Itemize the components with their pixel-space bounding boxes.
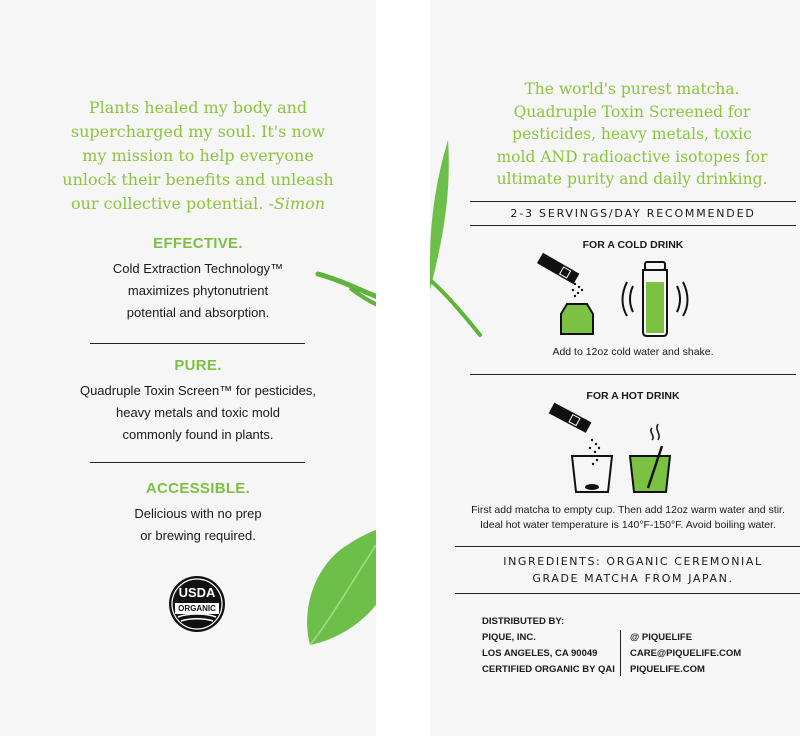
hot-instruction-line: First add matcha to empty cup. Then add 12oz warm water and stir.: [471, 504, 785, 516]
accessible-line: or brewing required.: [140, 528, 256, 543]
quote-signature: -Simon: [268, 194, 326, 213]
quote-text: Plants healed my body and supercharged my soul. It's now my mission to help everyone unlock their benefits and unleash our collective potential.: [62, 98, 334, 213]
effective-line: Cold Extraction Technology™: [112, 261, 284, 276]
usda-seal-top: USDA: [178, 585, 216, 600]
distributor-company: PIQUE, INC.: [482, 632, 536, 643]
vertical-divider: [620, 630, 621, 676]
purity-claim: The world's purest matcha. Quadruple Toxin Screened for pesticides, heavy metals, toxic mold AND radioactive isotopes for ultimate purity and daily drinking.: [496, 80, 768, 188]
divider: [455, 593, 800, 594]
cold-drink-illustration: [535, 252, 695, 338]
divider: [90, 343, 305, 344]
accessible-line: Delicious with no prep: [134, 506, 262, 521]
ingredients-line: GRADE MATCHA FROM JAPAN.: [532, 572, 734, 585]
pure-line: heavy metals and toxic mold: [115, 405, 281, 420]
divider: [470, 225, 796, 226]
usda-seal-bottom: ORGANIC: [178, 604, 216, 613]
pure-body: [48, 380, 348, 446]
effective-line: potential and absorption.: [126, 305, 270, 320]
usda-organic-seal: [168, 575, 226, 633]
effective-body: [48, 258, 348, 324]
effective-title: EFFECTIVE.: [153, 235, 243, 252]
pure-line: commonly found in plants.: [122, 427, 274, 442]
accessible-title: ACCESSIBLE.: [145, 480, 251, 497]
divider: [470, 201, 796, 202]
pure-title: PURE.: [174, 357, 222, 374]
contact-email[interactable]: CARE@PIQUELIFE.COM: [630, 648, 742, 659]
certification: CERTIFIED ORGANIC BY QAI: [482, 664, 615, 675]
right-panel: [430, 0, 800, 736]
website-link[interactable]: PIQUELIFE.COM: [630, 664, 705, 675]
effective-line: maximizes phytonutrient: [127, 283, 269, 298]
ingredients-line: INGREDIENTS: ORGANIC CEREMONIAL: [503, 555, 763, 568]
pure-line: Quadruple Toxin Screen™ for pesticides,: [79, 383, 317, 398]
accessible-body: [48, 503, 348, 547]
contact-info: [630, 630, 741, 678]
servings-recommendation: 2-3 SERVINGS/DAY RECOMMENDED: [510, 207, 756, 220]
cold-drink-instruction: Add to 12oz cold water and shake.: [552, 346, 714, 358]
cold-drink-title: FOR A COLD DRINK: [582, 239, 684, 251]
founder-quote: [62, 96, 334, 216]
hot-drink-title: FOR A HOT DRINK: [586, 390, 680, 402]
left-panel: [0, 0, 376, 736]
hot-instruction-line: Ideal hot water temperature is 140°F-150°F. Avoid boiling water.: [480, 519, 776, 531]
hot-drink-illustration: [542, 400, 682, 496]
distributor-info: [482, 614, 615, 678]
distributor-label: DISTRIBUTED BY:: [482, 616, 565, 627]
divider: [470, 374, 796, 375]
hot-drink-instruction: [468, 503, 788, 533]
ingredients: [473, 553, 793, 587]
distributor-city: LOS ANGELES, CA 90049: [482, 648, 598, 659]
divider: [90, 462, 305, 463]
divider: [455, 546, 800, 547]
social-handle[interactable]: @ PIQUELIFE: [630, 632, 693, 643]
